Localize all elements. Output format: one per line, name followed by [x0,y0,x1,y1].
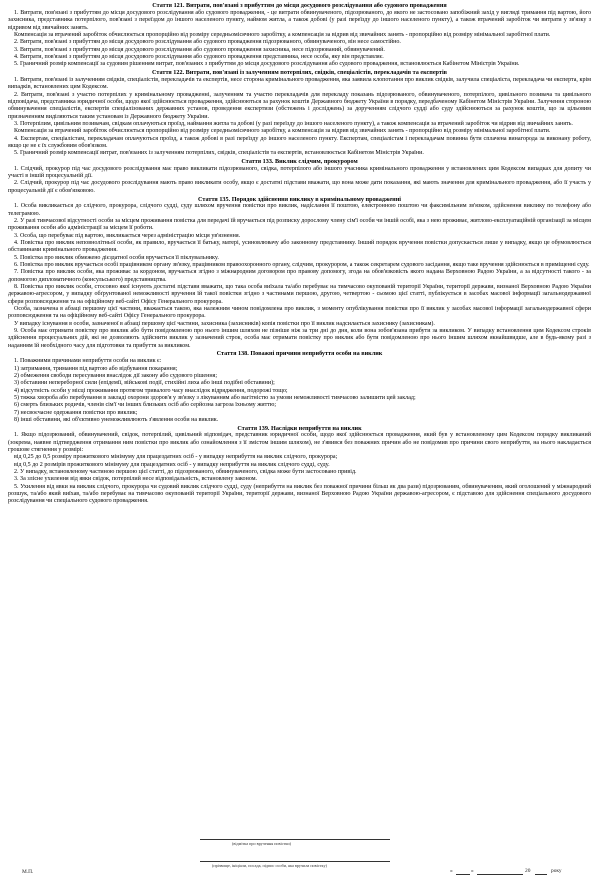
signature-line [200,861,390,862]
receipt-caption: (відмітка про вручення повістки) [232,841,292,846]
section-paragraph: 8. Повістка про виклик особи, стосовно якої існують достатні підстави вважати, що така особа виїхала та/або перебуває на тимчасово окупованій території України, території держави, визнаної Верховною Радою України державою-агресором, у випадку обґрунтованої неможливості вручення їй такої повістки згідно з частинами першою, другою, четвертою - сьомою цієї статті, публікується в засобах масової інформації загальнодержавної сфери розповсюдження та на офіційному веб-сайті Офісу Генерального прокурора. [8,284,591,305]
section-paragraph: від 0,25 до 0,5 розміру прожиткового мінімуму для працездатних осіб - у випадку неприбуття на виклик слідчого, прокурора; [14,454,338,461]
section-title: Стаття 135. Порядок здійснення виклику в кримінальному провадженні [198,195,401,203]
section-paragraph: 1. Слідчий, прокурор під час досудового розслідування має право викликати підозрюваного, свідка, потерпілого або іншого учасника кримінального провадження у встановлених цим Кодексом випадках для допиту чи участі в іншій процесуальній дії. [8,165,591,180]
section-paragraph: 1. Якщо підозрюваний, обвинувачений, свідок, потерпілий, цивільний відповідач, представник юридичної особи, щодо якої здійснюється провадження, який був у встановленому цим Кодексом порядку викликаний (зокрема, наявне підтвердження отримання ним повістки про виклик або ознайомлення з її змістом іншим шляхом), не з'явився без поважних причин або не повідомив про причини свого неприбуття, на нього накладається грошове стягнення у розмірі: [8,432,591,454]
section-title: Стаття 122. Витрати, пов'язані із залученням потерпілих, свідків, спеціалістів, перекладачів та експертів [151,69,448,77]
date-close-quote: » [471,868,474,874]
section-paragraph: 2. Витрати, пов'язані з участю потерпілих у кримінальному провадженні, залученням та участю перекладачів для перекладу показань підозрюваного, обвинуваченого, потерпілого, цивільного позивача та цивільного відповідача, представника юридичної особи, щодо якої здійснюється провадження, здійснюються за рахунок коштів Державного бюджету України в порядку, передбаченому Кабінетом Міністрів України. Залучення стороною обвинувачення спеціалістів, експертів спеціалізованих державних установ, проведення експертизи (обстежень і досліджень) за дорученням слідчого судді або суду здійснюються за рахунок коштів, що за цільовим призначенням виділяються таким установам із Державного бюджету України. [8,91,591,120]
section-paragraph: Особа, зазначена в абзаці першому цієї частини, вважається такою, яка належним чином повідомлена про виклик, з моменту опублікування повістки про її виклик у засобах масової інформації загальнодержавної сфери розповсюдження та на офіційному веб-сайті Офісу Генерального прокурора. [8,306,591,320]
section-paragraph: Компенсація за втрачений заробіток обчислюється пропорційно від розміру середньомісячного заробітку, а компенсація за відрив від звичайних занять - пропорційно від розміру мінімальної заробітної плати. [14,32,551,39]
section-paragraph: 5. Граничний розмір компенсації за судовим рішенням витрат, пов'язаних з прибуттям до місця досудового розслідування або судового провадження, встановлюється Кабінетом Міністрів України. [14,61,520,68]
section-paragraph: 4. Витрати, пов'язані з прибуттям до місця досудового розслідування або судового провадження представника, несе особа, яку він представляє. [14,54,384,61]
section-paragraph: 3. Особа, що перебуває під вартою, викликається через адміністрацію місця ув'язнення. [14,232,241,239]
section-paragraph: 7. Повістка про виклик особи, яка проживає за кордоном, вручається згідно з міжнародним договором про правову допомогу, згода на обов'язковість якого надана Верховною Радою України, а за відсутності такого - за допомогою дипломатичного (консульського) представництва. [8,269,591,283]
section-paragraph: 3. За злісне ухилення від явки свідок, потерпілий несе відповідальність, встановлену законом. [14,476,258,483]
section-paragraph: 2. Слідчий, прокурор під час досудового розслідування мають право викликати особу, якщо є достатні підстави вважати, що вона може дати показання, які мають значення для кримінального провадження, або її участь у процесуальній дії є обов'язковою. [8,180,591,194]
section-paragraph: 2. Витрати, пов'язані з прибуттям до місця досудового розслідування або судового провадження підозрюваного, обвинуваченого, він несе самостійно. [14,39,401,46]
section-paragraph: 2) обмеження свободи пересування внаслідок дії закону або судового рішення; [14,372,218,379]
date-month-line [477,874,523,875]
section-paragraph: У випадку існування в особи, зазначеної в абзаці першому цієї частини, захисника (захисників) копія повістки про її виклик надсилається захиснику (захисникам). [14,320,435,327]
section-paragraph: 3) обставини непереборної сили (епідемії, військові події, стихійні лиха або інші подібні обставини); [14,380,275,387]
section-paragraph: від 0,5 до 2 розмірів прожиткового мінімуму для працездатних осіб - у випадку неприбуття на виклик слідчого судді, суду. [14,461,330,468]
date-year-prefix: 20 [525,868,531,874]
date-year-line [535,874,547,875]
section-paragraph: 2. У разі тимчасової відсутності особи за місцем проживання повістка для передачі їй вручається під розписку дорослому члену сім'ї особи чи іншій особі, яка з нею проживає, житлово-експлуатаційній організації за місцем проживання особи або адміністрації за місцем її роботи. [8,217,591,232]
section-title: Стаття 133. Виклик слідчим, прокурором [241,158,358,166]
section-title: Стаття 121. Витрати, пов'язані з прибуттям до місця досудового розслідування або судового провадження [152,2,447,10]
section-paragraph: 4. Повістка про виклик неповнолітньої особи, як правило, вручається її батьку, матері, усиновлювачу або законному представнику. Інший порядок вручення повістки допускається лише у випадку, якщо це обумовлюється обставинами кримінального провадження. [8,239,591,254]
section-paragraph: 2. У випадку, встановленому частиною першою цієї статті, до підозрюваного, обвинуваченого, свідка може бути застосовано привід. [14,469,357,476]
section-paragraph: 6. Повістка про виклик вручається особі працівником органу зв'язку, працівником правоохоронного органу, слідчим, прокурором, а також секретарем судового засідання, якщо таке вручення здійснюється в приміщенні суду. [14,261,590,268]
section-paragraph: 1. Особа викликається до слідчого, прокурора, слідчого судді, суду шляхом вручення повістки про виклик, надіслання її поштою, електронною поштою чи факсимільним зв'язком, здійснення виклику по телефону або телеграмою. [8,203,591,217]
section-paragraph: 5. Ухилення від явки на виклик слідчого, прокурора чи судовий виклик слідчого судді, суду (неприбуття на виклик без поважної причини більш як два рази) підозрюваним, обвинуваченим, який оголошений у міжнародний розшук, та/або який виїхав, та/або перебуває на тимчасово окупованій території України, території держави, визнаної Верховною Радою України державою-агресором, є підставою для здійснення спеціального досудового розслідування чи спеціального судового провадження. [8,483,591,505]
receipt-line [200,839,390,840]
section-paragraph: 5. Граничний розмір компенсації витрат, пов'язаних із залученням потерпілих, свідків, спеціалістів та експертів, встановлюється Кабінетом Міністрів України. [14,150,424,157]
signature-caption: (прізвище, ініціали, посада, підпис особи, яка вручила повістку) [212,863,327,868]
date-open-quote: « [450,868,453,874]
document-page [8,2,591,506]
section-paragraph: 5. Повістка про виклик обмежено дієздатної особи вручається її піклувальнику. [14,254,219,261]
section-paragraph: 1. Витрати, пов'язані з прибуттям до місця досудового розслідування або судового провадження, - це витрати обвинуваченого, підозрюваного, до якого не застосовано запобіжний захід у вигляді тримання під вартою, його захисника, представника потерпілого, пов'язані з переїздом до іншого населеного пункту, наймом житла, а також добові (у разі переїзду до іншого населеного пункту), а також втрачений заробіток чи витрати у зв'язку з відривом від звичайних занять. [8,10,591,31]
section-paragraph: 1) затримання, тримання під вартою або відбування покарання; [14,365,178,372]
section-title: Стаття 139. Наслідки неприбуття на виклик [237,424,362,432]
section-paragraph: 7) несвоєчасне одержання повістки про виклик; [14,409,138,416]
section-paragraph: 4. Експертам, спеціалістам, перекладачам оплачуються проїзд, а також добові в разі переїзду до іншого населеного пункту. Експертам, спеціалістам і перекладачам повинна бути сплачена винагорода за виконану роботу, якщо це не є їх службовим обов'язком. [8,135,591,149]
section-paragraph: 8) інші обставини, які об'єктивно унеможливлюють з'явлення особи на виклик. [14,416,219,423]
section-paragraph: 3. Витрати, пов'язані з прибуттям до місця досудового розслідування або судового провадження захисника, несе підозрюваний, обвинувачений. [14,46,385,53]
date-year-suffix: року [551,868,562,874]
section-paragraph: 3. Потерпілим, цивільним позивачам, свідкам оплачуються проїзд, наймання житла та добові (у разі переїзду до іншого населеного пункту), а також компенсація за втрачений заробіток чи відрив від звичайних занять. [14,120,573,127]
section-paragraph: 9. Особа має отримати повістку про виклик або бути повідомленою про нього іншим шляхом не пізніше ніж за три дні до дня, коли вона зобов'язана прибути за викликом. У випадку встановлення цим Кодексом строків здійснення процесуальних дій, які не дозволяють здійснити виклик у зазначений строк, особа має отримати повістку про виклик або бути повідомленою про нього іншим шляхом якнайшвидше, але в будь-якому разі з наданням їй необхідного часу для підготовки та прибуття за викликом. [8,328,591,349]
section-title: Стаття 138. Поважні причини неприбуття особи на виклик [216,350,383,358]
section-paragraph: 6) смерть близьких родичів, членів сім'ї чи інших близьких осіб або серйозна загроза їхньому життю; [14,402,277,409]
document-body [8,2,591,505]
section-paragraph: 5) тяжка хвороба або перебування в закладі охорони здоров'я у зв'язку з лікуванням або вагітністю за умови неможливості тимчасово залишити цей заклад; [14,394,416,401]
stamp-label: М.П. [22,869,34,875]
section-paragraph: Компенсація за втрачений заробіток обчислюється пропорційно від розміру середньомісячного заробітку, а компенсація за відрив від звичайних занять - пропорційно від розміру мінімальної заробітної плати. [14,128,551,135]
section-paragraph: 4) відсутність особи у місці проживання протягом тривалого часу внаслідок відрядження, подорожі тощо; [14,387,288,394]
section-paragraph: 1. Поважними причинами неприбуття особи на виклик є: [14,358,162,365]
section-paragraph: 1. Витрати, пов'язані із залученням свідків, спеціалістів, перекладачів та експертів, несе сторона кримінального провадження, яка заявила клопотання про виклик свідків, залучила спеціаліста, перекладача чи експерта, крім випадків, встановлених цим Кодексом. [8,76,591,91]
date-day-line [456,874,470,875]
